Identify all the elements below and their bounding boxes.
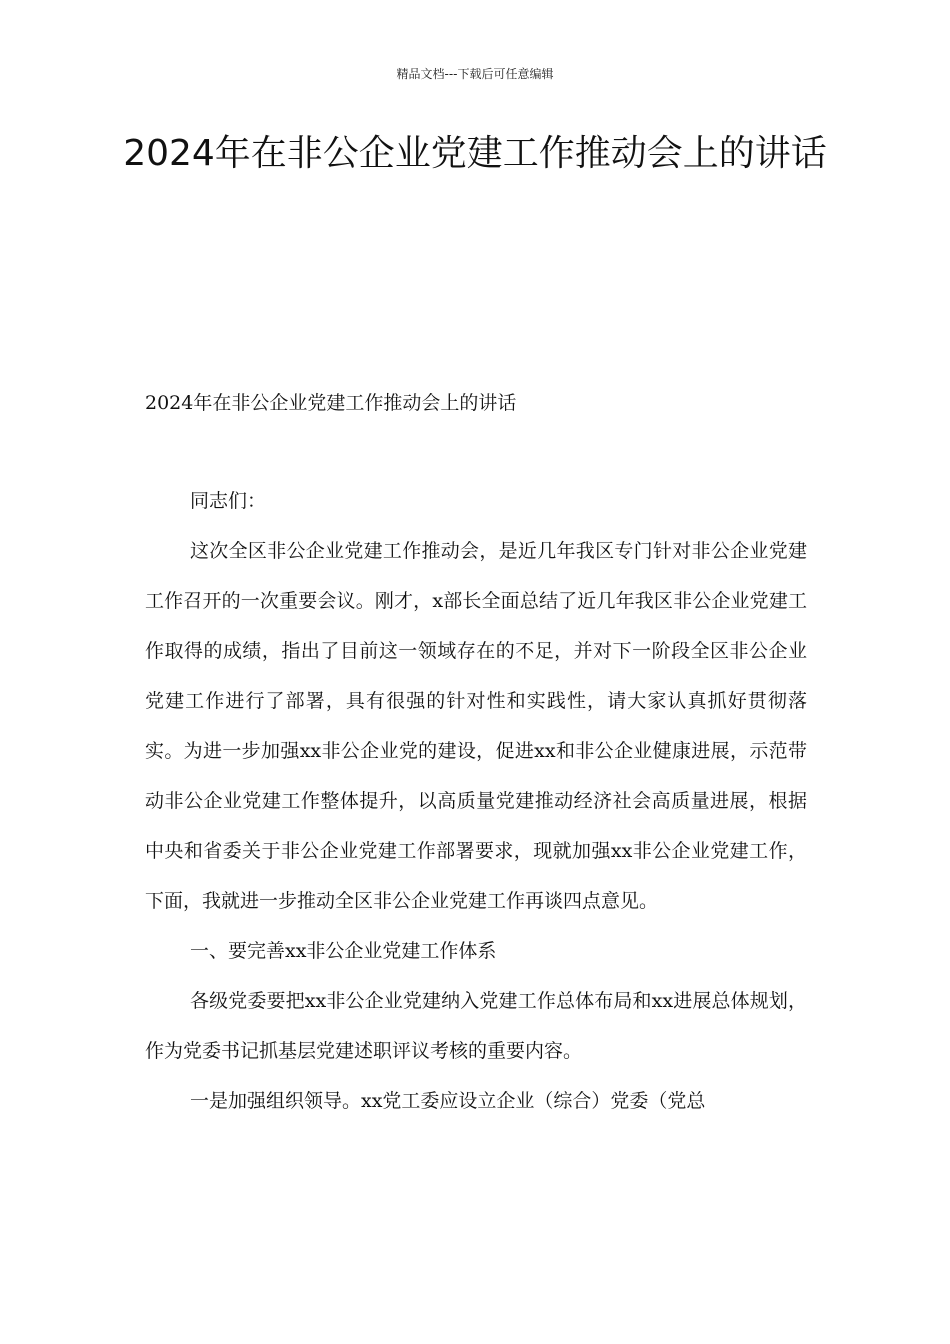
section-heading-1: 一、要完善xx非公企业党建工作体系 xyxy=(190,940,497,962)
header-note: 精品文档---下载后可任意编辑 xyxy=(396,67,554,81)
document-body xyxy=(145,378,807,1126)
paragraph-section-1: 各级党委要把xx非公企业党建纳入党建工作总体布局和xx进展总体规划，作为党委书记抓基层党建述职评议考核的重要内容。 xyxy=(145,990,807,1062)
paragraph-intro: 这次全区非公企业党建工作推动会，是近几年我区专门针对非公企业党建工作召开的一次重要会议。刚才，x部长全面总结了近几年我区非公企业党建工作取得的成绩，指出了目前这一领域存在的不足，并对下一阶段全区非公企业党建工作进行了部署，具有很强的针对性和实践性，请大家认真抓好贯彻落实。为进一步加强xx非公企业党的建设，促进xx和非公企业健康进展，示范带动非公企业党建工作整体提升，以高质量党建推动经济社会高质量进展，根据中央和省委关于非公企业党建工作部署要求，现就加强xx非公企业党建工作，下面，我就进一步推动全区非公企业党建工作再谈四点意见。 xyxy=(145,540,807,912)
paragraph-point-1: 一是加强组织领导。xx党工委应设立企业（综合）党委（党总 xyxy=(190,1090,706,1112)
greeting: 同志们： xyxy=(190,490,267,512)
document-subtitle: 2024年在非公企业党建工作推动会上的讲话 xyxy=(145,392,517,414)
spacer xyxy=(145,428,807,476)
document-title: 2024年在非公企业党建工作推动会上的讲话 xyxy=(123,133,827,174)
